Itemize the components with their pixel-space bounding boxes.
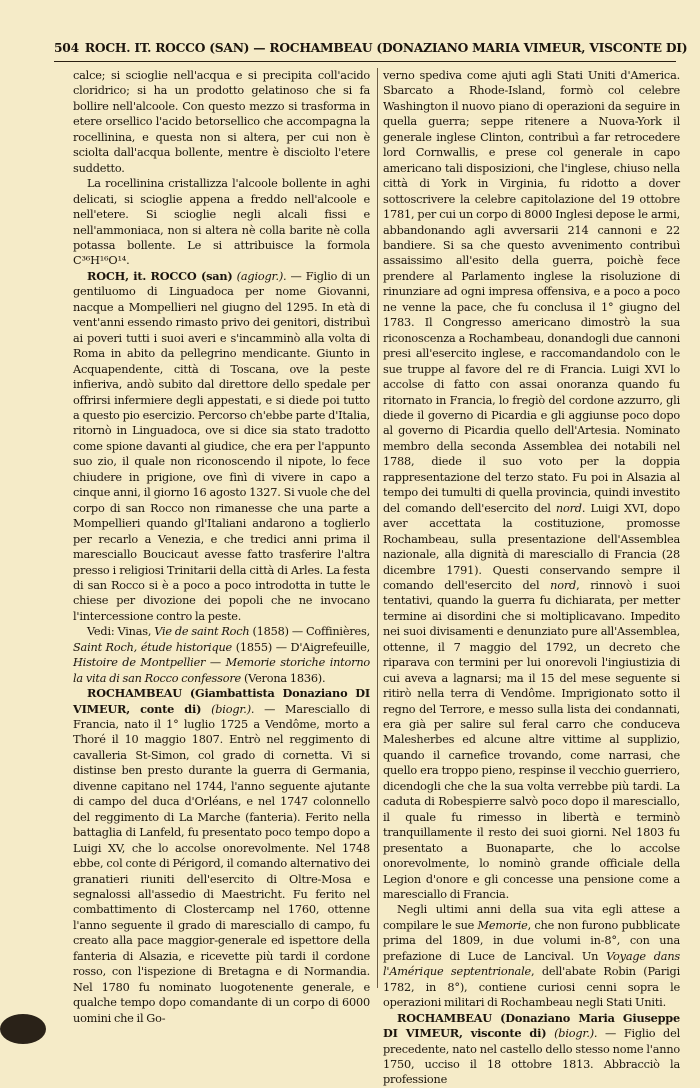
entry-roch-rocco [73,269,370,624]
running-header [54,40,688,55]
ref-title-4: Memorie storiche intorno la vita di san Rocco confessore [73,656,370,685]
entry-rochambeau1-body: — Maresciallo di Francia, nato il 1° luglio 1725 a Vendôme, morto a Thoré il 10 maggio 1807. Entrò nel reggimento di cavalleria St-Simon, col grado di cornetta. Vi si distinse ben presto durante la guerra di Germania, divenne capitano nel 1744, l'anno seguente ajutante di campo del duca d'Orléans, e nel 1747 colonnello del reggimento di La Marche (fanteria). Ferito nella battaglia di Lanfeld, fu presentato poco tempo dopo a Luigi XV, che lo accolse onorevolmente. Nel 1748 ebbe, col conte di Périgord, il comando alternativo dei granatieri riuniti dell'esercito di Oltre-Mosa e segnalossi all'assedio di Maestricht. Fu ferito nel combattimento di Clostercamp nel 1760, ottenne l'anno seguente il grado di maresciallo di campo, fu creato alla pace maggior-generale ed ispettore della fanteria di Alsazia, e ricevette più tardi il cordone rosso, con l'ispezione di Bretagna e di Normandia. Nel 1780 fu nominato luogotenente generale, e qualche tempo dopo comandante di un corpo di 6000 uomini che il Go- [73,702,370,1025]
mem-text-1: Negli ultimi anni della sua vita egli attese a compilare le sue [383,903,680,932]
entry-rocco-body: — Figlio di un gentiluomo di Linguadoca per nome Giovanni, nacque a Mompellieri nel giugno del 1295. In età di vent'anni essendo rimasto privo dei genitori, distribuì ai poveri tutti i suoi averi e s'incamminò alla volta di Roma in abito da pellegrino mendicante. Giunto in Acquapendente, città di Toscana, ove la peste infieriva, andò subito dal direttore dello spedale per offrirsi infermiere degli appestati, e si diede poi tutto a questo pio esercizio. Percorso ch'ebbe parte d'Italia, ritornò in Linguadoca, ove si dice sia stato tradotto come spione davanti al giudice, che era per l'appunto suo zio, il quale non riconoscendo il nipote, lo fece chiudere in prigione, ove finì di vivere in capo a cinque anni, il giorno 16 agosto 1327. Si vuole che del corpo di san Rocco non rimanesse che una parte a Mompellieri quando gl'Italiani andarono a toglierlo per recarlo a Venezia, e che tredici anni prima il maresciallo Boucicaut avesse fatto trasferire l'altra presso i religiosi Trinitarii della città di Arles. La festa di san Rocco si è a poco a poco introdotta in tutte le chiese per divozione dei popoli che ne invocano l'intercessione contro la peste. [73,269,370,623]
page-number: 504 [54,40,79,55]
cont-nord-1: nord [555,501,582,515]
entry-rocco-category: (agiogr.). [236,269,287,283]
cont-text-3: , rinnovò i suoi tentativi, quando la guerra fu dichiarata, per metter termine ai disordini che si moltiplicavano. Impedito nei suoi divisamenti e denunziato pure all'Assemblea, ottenne, il 7 maggio del 1792, un decreto che riparava con termini per lui onorevoli l'ingiustizia di cui aveva a lagnarsi; ma il 15 del mese seguente si ritirò nella terra di Vendôme. Imprigionato sotto il regno del Terrore, e messo sulla lista dei condannati, era già per salire sul feral carro che conduceva Malesherbes ed alcune altre vittime al supplizio, quando il carnefice trovando, come narrasi, che quello era troppo pieno, respinse il vecchio guerriero, dicendogli che che la sua volta verrebbe più tardi. La caduta di Robespierre salvò poco dopo il maresciallo, il quale fu rimesso in libertà e terminò tranquillamente il resto dei suoi giorni. Nel 1803 fu presentato a Buonaparte, che lo accolse onorevolmente, lo nominò grande officiale della Legion d'onore e gli concesse una pensione come a maresciallo di Francia. [383,578,680,902]
entry-rochambeau2-headword: ROCHAMBEAU (Donaziano Maria Giuseppe DI VIMEUR, visconte di) [383,1010,680,1041]
entry-rochambeau-giambattista [73,686,370,1026]
entry-rochambeau1-category: (biogr.). [211,702,255,716]
ref-text-3: (1855) — D'Aigrefeuille, [232,640,370,654]
entry-rochambeau2-category: (biogr.). [554,1027,598,1041]
mem-title-1: Memorie [477,918,528,932]
running-title: ROCH. IT. ROCCO (SAN) — ROCHAMBEAU (DONAZIANO MARIA VIMEUR, VISCONTE DI) [84,40,688,55]
mem-text-3: , dell'abate Robin (Parigi 1782, in 8°), contiene curiosi cenni sopra le operazioni militari di Rochambeau negli Stati Uniti. [383,965,680,1010]
cont-nord-2: nord [550,578,577,592]
header-rule [54,61,676,62]
ref-title-3: Histoire de Montpellier [73,656,206,670]
rocellinina-paragraph-1: calce; si scioglie nell'acqua e si precipita coll'acido cloridrico; si ha un prodotto gelatinoso che si fa bollire nell'alcoole. Con questo mezzo si trasforma in etere orsellico l'acido betorsellico che accompagna la rocellinina, e questa non si altera, per cui non è sciolta dall'acqua bollente, mentre è disciolto l'etere suddetto. [73,69,370,175]
cont-text-2: . Luigi XVI, dopo aver accettata la costituzione, promosse Rochambeau, sulla presentazione dell'Assemblea nazionale, alla dignità di maresciallo di Francia (28 dicembre 1791). Questi conservando sempre il comando dell'esercito del [383,501,680,592]
ref-text-2: (1858) — Coffinières, [249,625,371,639]
ref-text-4: — [205,656,226,670]
ref-title-1: Vie de saint Roch [154,625,250,639]
left-column [73,68,370,1026]
cont-text-1: verno spediva come ajuti agli Stati Uniti d'America. Sbarcato a Rhode-Island, formò col celebre Washington il nuovo piano di operazioni da seguire in quella guerra; seppe ritenere a Nuova-York il generale inglese Clinton, contribuì a far retrocedere lord Cornwallis, e prese col generale in capo americano tali disposizioni, che l'inglese, chiuso nella città di York in Virginia, fu ridotto a dover sottoscrivere la celebre capitolazione del 19 ottobre 1781, per cui un corpo di 8000 Inglesi depose le armi, abbandonando agli avversarii 214 cannoni e 22 bandiere. Si sa che questo avvenimento contribuì assaissimo all'esito della guerra, poichè fece prendere al Parlamento inglese la risoluzione di rinunziare ad ogni impresa offensiva, e a poco a poco ne venne la pace, che fu conclusa il 1° giugno del 1783. Il Congresso americano dimostrò la sua riconoscenza a Rochambeau, donandogli due cannoni presi all'esercito inglese, e raccomandandolo con le sue truppe al favore del re di Francia. Luigi XVI lo accolse di fatto con assai onoranza quando fu ritornato in Francia, lo fregiò del cordone azzurro, gli diede il governo di Picardia e gli aggiunse poco dopo al governo di Picardia quello dell'Artesia. Nominato membro della seconda Assemblea dei notabili nel 1788, diede il suo voto per la doppia rappresentazione del terzo stato. Fu poi in Alsazia al tempo dei tumulti di quella provincia, quindi investito del comando dell'esercito del [383,69,680,515]
rocellinina-paragraph-2: La rocellinina cristallizza l'alcoole bollente in aghi delicati, si scioglie appena a freddo nell'alcoole e nell'etere. Si scioglie negli alcali fissi e nell'ammoniaca, non si altera nè colla barite nè colla potassa bollente. Le si attribuisce la formola C³⁶H¹⁶O¹⁴. [73,177,370,268]
ref-title-2: Saint Roch, étude historique [73,640,233,654]
mem-text-2: , che non furono pubblicate prima del 1809, in due volumi in-8°, con una prefazione di Luce de Lancival. Un [383,918,680,963]
ref-text-5: (Verona 1836). [241,671,326,685]
memorie-paragraph [383,902,680,1010]
rochambeau-continuation [383,68,680,902]
entry-rochambeau2-body: — Figlio del precedente, nato nel castello dello stesso nome l'anno 1750, ucciso il 18 ottobre 1813. Abbracciò la professione [383,1027,680,1087]
entry-rocco-headword: ROCH, it. ROCCO (san) [87,268,233,283]
ref-text-1: Vedi: Vinas, [87,625,155,639]
column-divider [377,68,378,988]
right-column [383,68,680,1088]
references-paragraph [73,624,370,686]
entry-rochambeau-donaziano [383,1011,680,1088]
scan-edge-stain [0,1014,46,1044]
entry-rochambeau1-headword: ROCHAMBEAU (Giambattista Donaziano DI VIMEUR, conte di) [73,686,370,716]
mem-title-2: Voyage dans l'Amérique septentrionale [383,949,680,979]
